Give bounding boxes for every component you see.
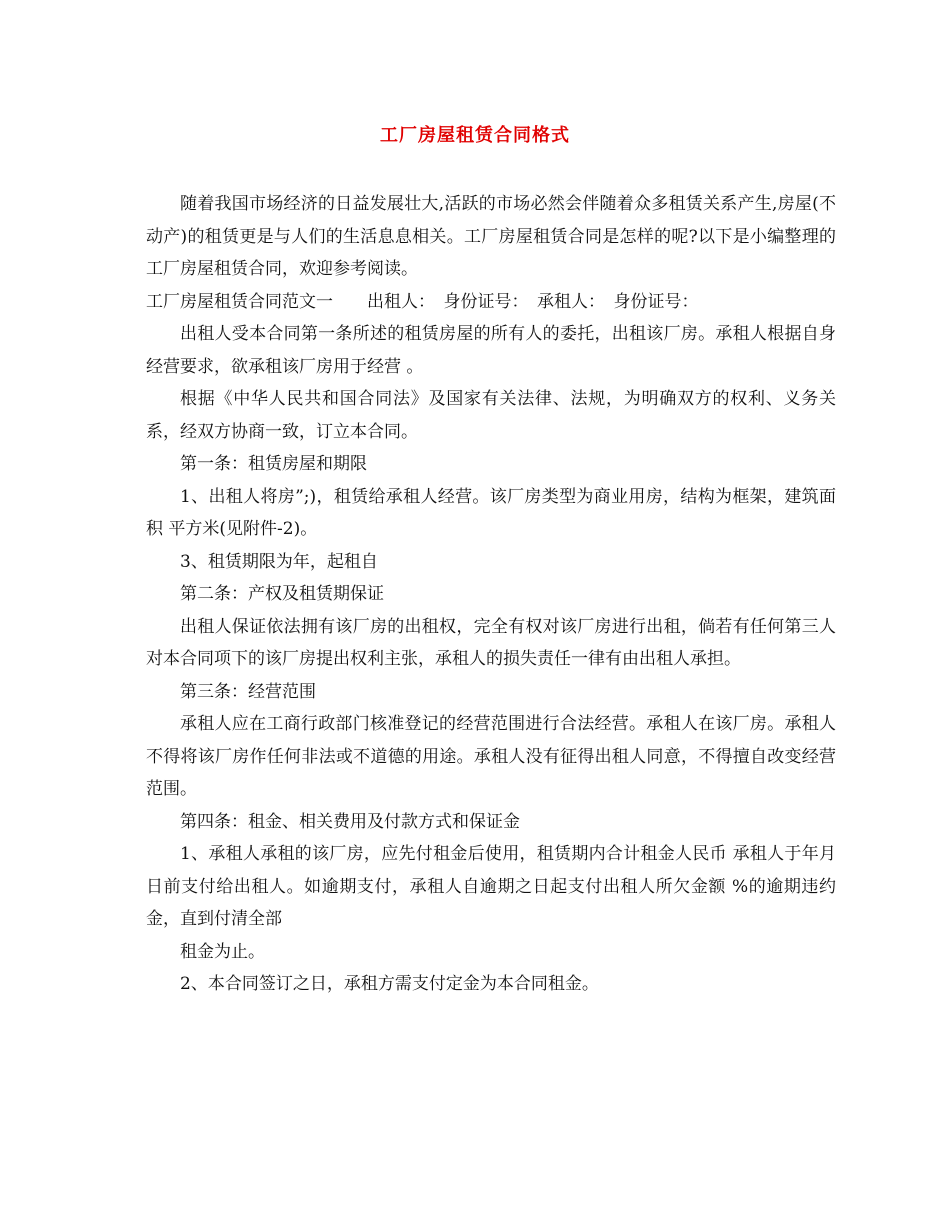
paragraph: 1、出租人将房”;)，租赁给承租人经营。该厂房类型为商业用房，结构为框架，建筑面积 平方米(见附件-2)。 [146,486,836,539]
paragraph: 3、租赁期限为年，起租自 [180,551,378,572]
paragraph: 第三条：经营范围 [180,681,316,702]
paragraph: 根据《中华人民共和国合同法》及国家有关法律、法规，为明确双方的权利、义务关系，经双方协商一致，订立本合同。 [146,389,836,442]
paragraph: 工厂房屋租赁合同范文一 出租人： 身份证号： 承租人： 身份证号： [146,291,699,312]
paragraph: 出租人保证依法拥有该厂房的出租权，完全有权对该厂房进行出租，倘若有任何第三人对本合同项下的该厂房提出权利主张，承租人的损失责任一律有由出租人承担。 [146,616,836,669]
paragraph: 随着我国市场经济的日益发展壮大,活跃的市场必然会伴随着众多租赁关系产生,房屋(不动产)的租赁更是与人们的生活息息相关。工厂房屋租赁合同是怎样的呢?以下是小编整理的工厂房屋租赁合同，欢迎参考阅读。 [146,194,836,279]
paragraph: 第一条：租赁房屋和期限 [180,454,367,474]
paragraph: 承租人应在工商行政部门核准登记的经营范围进行合法经营。承租人在该厂房。承租人不得将该厂房作任何非法或不道德的用途。承租人没有征得出租人同意，不得擅自改变经营范围。 [146,714,836,799]
paragraph: 租金为止。 [180,941,265,962]
paragraph: 第二条：产权及租赁期保证 [180,584,384,604]
document-body [146,188,836,1001]
document-title: 工厂房屋租赁合同格式 [380,125,570,146]
paragraph: 1、承租人承租的该厂房，应先付租金后使用，租赁期内合计租金人民币 承租人于年月日前支付给出租人。如逾期支付，承租人自逾期之日起支付出租人所欠金额 %的逾期违约金，直到付清全部 [146,844,836,929]
paragraph: 出租人受本合同第一条所述的租赁房屋的所有人的委托，出租该厂房。承租人根据自身经营要求，欲承租该厂房用于经营 。 [146,324,836,377]
paragraph: 第四条：租金、相关费用及付款方式和保证金 [180,811,520,832]
paragraph: 2、本合同签订之日，承租方需支付定金为本合同租金。 [180,974,599,994]
